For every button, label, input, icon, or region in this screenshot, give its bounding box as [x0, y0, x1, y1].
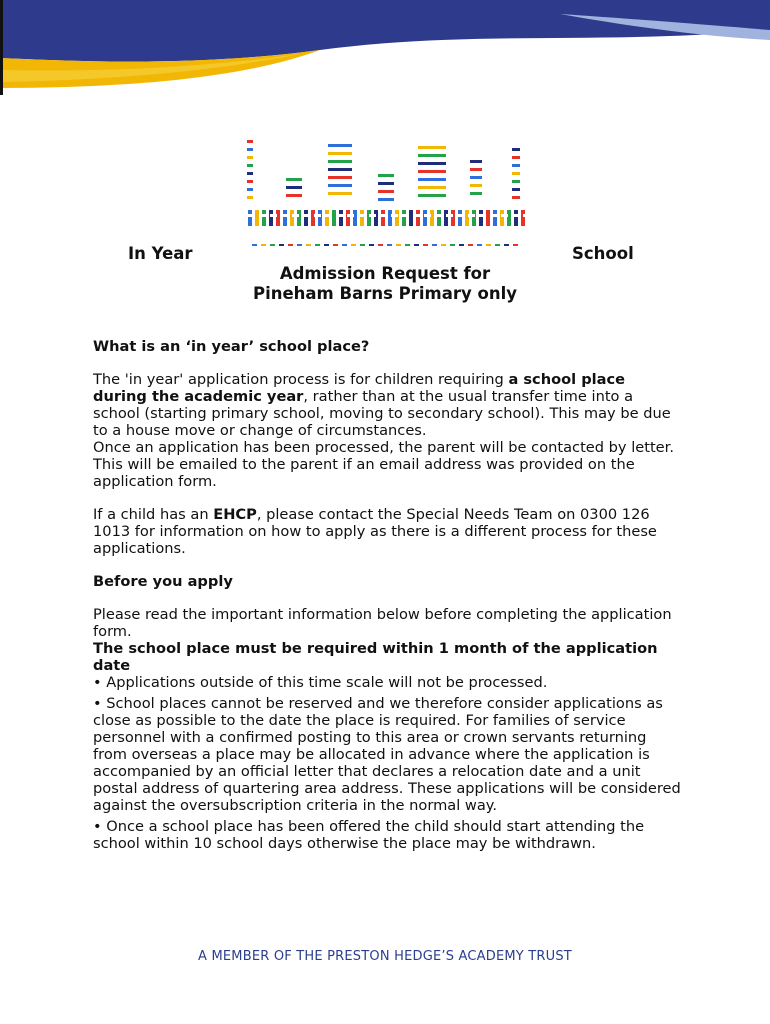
bullet-time-scale: • Applications outside of this time scale will not be processed.: [93, 674, 548, 691]
title-school: School: [572, 244, 634, 263]
footer-trust-membership: A MEMBER OF THE PRESTON HEDGE’S ACADEMY TRUST: [198, 949, 572, 964]
bullet-reservations: • School places cannot be reserved and we therefore consider applications as close as possible to the date the place is required. For families of service personnel with a confirmed posting to this area or crown servants returning from overseas a place may be allocated in advance where the application is accompanied by an official letter that declares a relocation date and a unit postal address of quartering area address. These applications will be considered against the oversubscription criteria in the normal way.: [93, 695, 681, 814]
school-logo: [244, 138, 526, 258]
paragraph-intro: [93, 371, 683, 439]
title-line-2: Pineham Barns Primary only: [252, 284, 517, 303]
bullet-start-attending: • Once a school place has been offered the child should start attending the school within 10 school days otherwise the place may be withdrawn.: [93, 818, 645, 852]
paragraph-time-requirement: The school place must be required within 1 month of the application date: [93, 640, 658, 674]
paragraph-processing: Once an application has been processed, the parent will be contacted by letter. This will be emailed to the parent if an email address was provided on the application form.: [93, 439, 674, 490]
text-emphasis: EHCP: [213, 506, 257, 523]
page-title: [200, 264, 570, 304]
section-heading-before-apply: Before you apply: [93, 573, 233, 590]
title-in-year: In Year: [128, 244, 193, 263]
text-run: , rather than at the usual transfer time into a school (starting primary school, moving to secondary school). This may be due to a house move or change of circumstances.: [93, 388, 671, 439]
text-run: , please contact the Special Needs Team on 0300 126 1013 for information on how to apply as there is a different process for these applications.: [93, 506, 657, 557]
paragraph-read-info: Please read the important information below before completing the application form.: [93, 606, 672, 640]
section-heading-in-year-place: What is an ‘in year’ school place?: [93, 338, 370, 355]
text-run: If a child has an: [93, 506, 214, 523]
header-wave-banner: [0, 0, 770, 100]
paragraph-ehcp: [93, 506, 683, 557]
text-emphasis: a school place during the academic year: [93, 371, 626, 405]
document-body: [93, 338, 683, 852]
left-edge-bar: [0, 0, 3, 95]
title-line-1: Admission Request for: [279, 264, 491, 283]
text-run: The 'in year' application process is for children requiring: [93, 371, 509, 388]
